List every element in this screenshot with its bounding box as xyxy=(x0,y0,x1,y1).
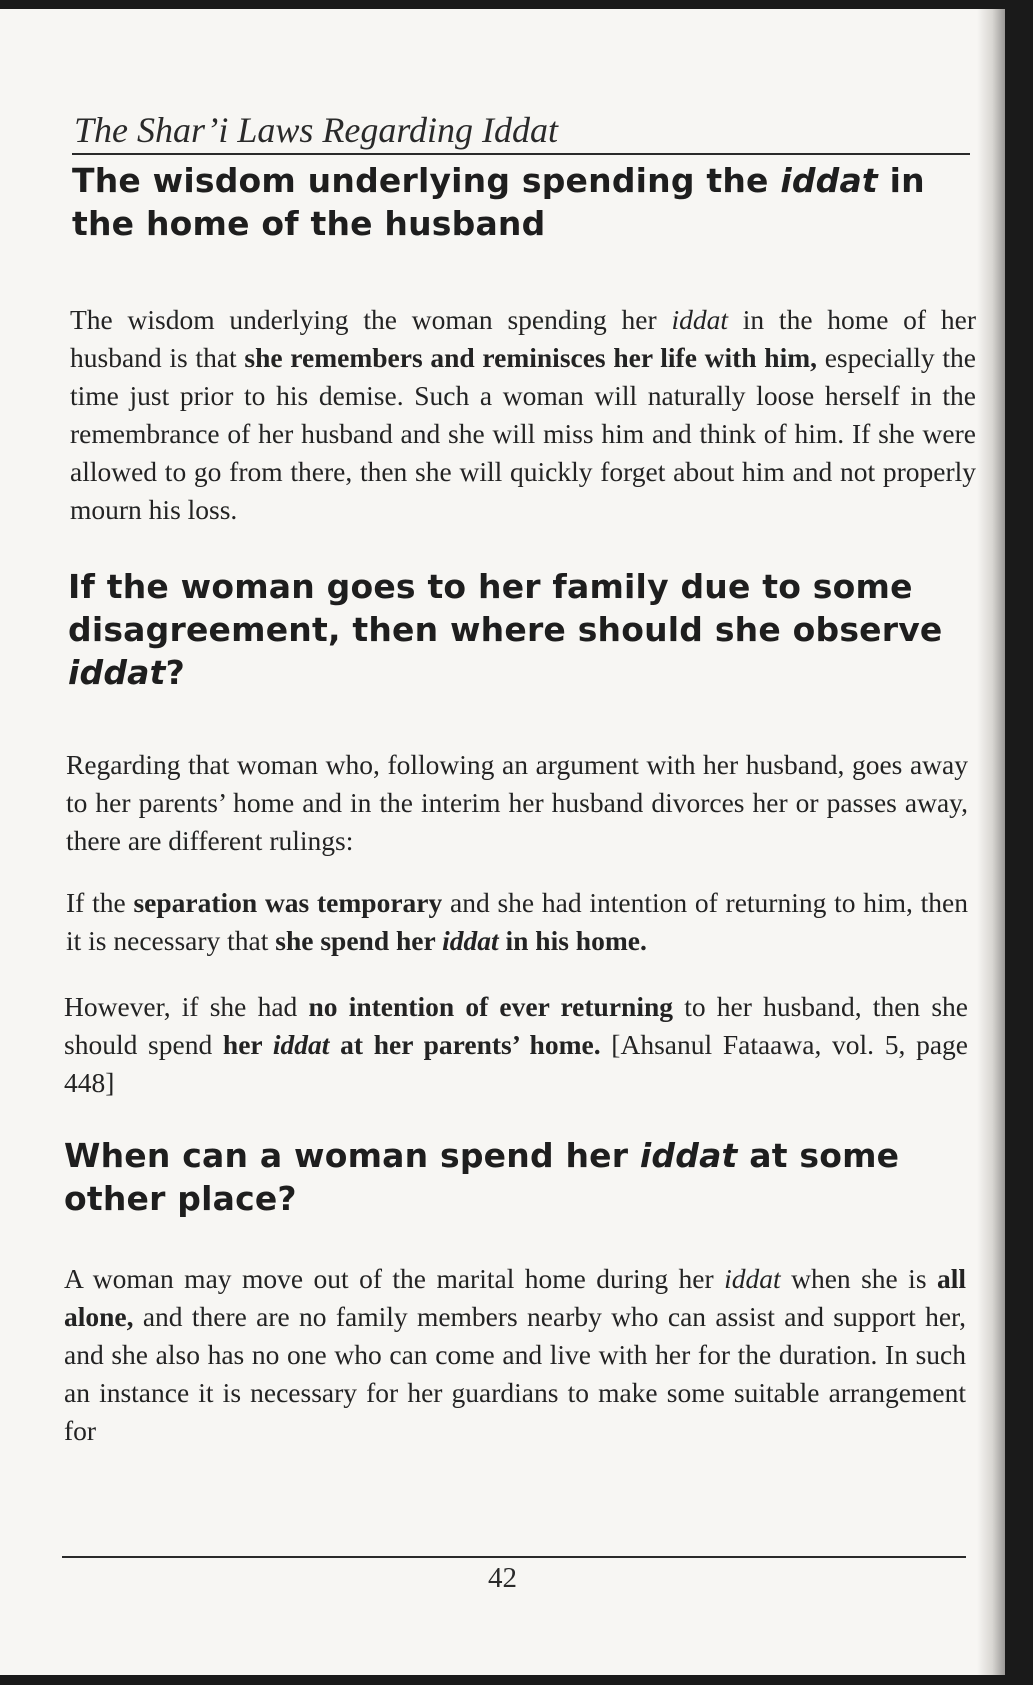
paragraph-text: If the xyxy=(66,887,134,918)
italic-term: iddat xyxy=(272,1029,330,1060)
heading-text: The wisdom underlying spending the xyxy=(72,161,781,200)
heading-italic-term: iddat xyxy=(639,1136,738,1175)
heading-text: at some other place? xyxy=(64,1136,900,1218)
bold-text: she remembers and reminisces her life with him, xyxy=(244,342,818,373)
paragraph-text: in the home of her husband is that xyxy=(70,304,976,373)
paragraph-text: A woman may move out of the marital home during her xyxy=(64,1263,725,1294)
paragraph-text: However, if she had xyxy=(64,991,309,1022)
italic-term: iddat xyxy=(442,925,499,956)
paragraph-text: and there are no family members nearby who can assist and support her, and she also has no one who can come and live with her for the duration. In such an instance it is necessary for her guardians to make some suitable arrangement for xyxy=(64,1301,966,1446)
paragraph-text: especially the time just prior to his demise. Such a woman will naturally loose herself in the remembrance of her husband and she will miss him and think of him. If she were allowed to go from there, then she will quickly forget about him and not properly mourn his loss. xyxy=(70,342,976,525)
heading-text: When can a woman spend her xyxy=(64,1136,640,1175)
italic-term: iddat xyxy=(724,1263,781,1294)
bold-text xyxy=(275,925,647,956)
citation-text: [Ahsanul Fataawa, vol. 5, page 448] xyxy=(64,1029,968,1098)
page-content xyxy=(64,109,976,1450)
heading-text: ? xyxy=(165,653,185,692)
section-heading-other-place xyxy=(64,1134,964,1220)
paragraph-text: when she is xyxy=(780,1263,937,1294)
running-head: The Shar’i Laws Regarding Iddat xyxy=(74,110,559,150)
paragraph-wisdom xyxy=(70,301,976,529)
paragraph-no-intention xyxy=(64,988,968,1102)
header-rule xyxy=(72,153,970,155)
bold-text-part: her xyxy=(222,1029,273,1060)
heading-text: If the woman goes to her family due to some disagreement, then where should she observe xyxy=(68,567,943,649)
section-heading-family-disagreement xyxy=(68,565,968,694)
paragraph-all-alone xyxy=(64,1260,966,1450)
bold-text: separation was temporary xyxy=(133,887,443,918)
book-page xyxy=(0,9,1005,1675)
heading-italic-term: iddat xyxy=(780,161,878,200)
page-number: 42 xyxy=(488,1562,517,1594)
bold-text-part: at her parents’ home. xyxy=(329,1029,601,1060)
section-heading-wisdom xyxy=(72,159,952,245)
bold-text: no intention of ever returning xyxy=(308,991,674,1022)
paragraph-text: to her husband, then she should spend xyxy=(64,991,968,1060)
paragraph-rulings-intro xyxy=(66,746,968,860)
paragraph-temporary-separation xyxy=(66,884,968,960)
bold-text-part: in his home. xyxy=(498,925,647,956)
paragraph-text: The wisdom underlying the woman spending her xyxy=(70,304,672,335)
paragraph-text: Regarding that woman who, following an argument with her husband, goes away to her parents’ home and in the interim her husband divorces her or passes away, there are different rulings: xyxy=(66,749,968,856)
heading-text: in the home of the husband xyxy=(72,161,925,243)
bold-text xyxy=(223,1029,601,1060)
bold-text: all alone, xyxy=(64,1263,966,1332)
footer-rule xyxy=(62,1556,966,1558)
paragraph-text: and she had intention of returning to him, then it is necessary that xyxy=(66,887,968,956)
heading-italic-term: iddat xyxy=(68,653,166,692)
bold-text-part: she spend her xyxy=(275,925,443,956)
page-gutter-shadow xyxy=(977,9,1005,1675)
italic-term: iddat xyxy=(671,304,728,335)
